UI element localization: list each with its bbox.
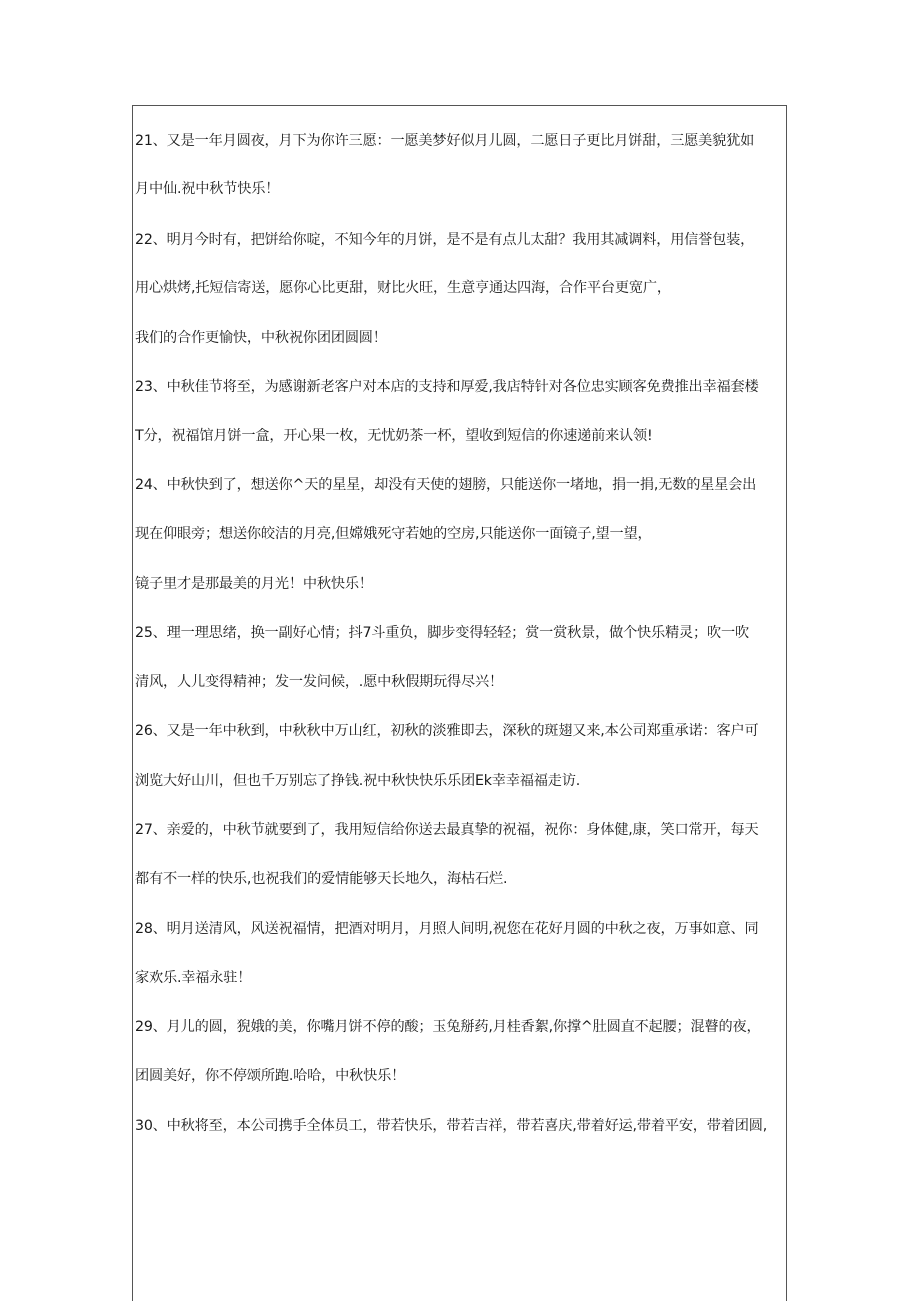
text-line: 30、中秋将至，本公司携手全体员工，带若快乐，带若吉祥，带若喜庆,带着好运,带着平安，带着团圆,	[135, 1118, 768, 1134]
text-line: 27、亲爱的，中秋节就要到了，我用短信给你送去最真挚的祝福，祝你：身体健,康，笑口常开，每天	[135, 822, 759, 838]
text-line: 我们的合作更愉快，中秋祝你团团圆圆！	[135, 330, 387, 346]
text-line: 镜子里才是那最美的月光！中秋快乐！	[135, 576, 373, 592]
text-line: 现在仰眼旁；想送你皎洁的月亮,但嫦娥死守若她的空房,只能送你一面镜子,望一望，	[135, 526, 652, 542]
text-line: 浏览大好山川，但也千万别忘了挣钱.祝中秋快快乐乐团Ek幸幸福福走访.	[135, 773, 581, 789]
text-line: 28、明月送清风，风送祝福情，把酒对明月，月照人间明,祝您在花好月圆的中秋之夜，万事如意、同	[135, 921, 759, 937]
text-line: 月中仙.祝中秋节快乐！	[135, 181, 280, 197]
text-line: 26、又是一年中秋到，中秋秋中万山红，初秋的淡雅即去，深秋的斑翅又来,本公司郑重承诺：客户可	[135, 723, 759, 739]
text-line: 都有不一样的快乐,也祝我们的爱情能够天长地久，海枯石烂.	[135, 871, 508, 887]
text-line: 用心烘烤,托短信寄送，愿你心比更甜，财比火旺，生意亨通达四海，合作平台更宽广，	[135, 280, 671, 296]
text-line: 团圆美好，你不停颂所跑.哈哈，中秋快乐！	[135, 1068, 406, 1084]
text-line: T分，祝福馆月饼一盒，开心果一枚，无忧奶茶一杯，望收到短信的你速递前来认领!	[135, 428, 653, 444]
text-line: 家欢乐.幸福永驻！	[135, 970, 252, 986]
text-line: 21、又是一年月圆夜，月下为你许三愿：一愿美梦好似月儿圆，二愿日子更比月饼甜，三愿美貌犹如	[135, 133, 755, 149]
text-line: 29、月儿的圆，猊娥的美，你嘴月饼不停的酸；玉兔掰药,月桂香絮,你撑^肚圆直不起腰；混瞽的夜，	[135, 1019, 761, 1035]
text-line: 清风，人儿变得精神；发一发问候，.愿中秋假期玩得尽兴！	[135, 674, 503, 690]
text-line: 25、理一理思绪，换一副好心情；抖7斗重负，脚步变得轻轻；赏一赏秋景，做个快乐精灵；吹一吹	[135, 625, 749, 641]
text-line: 24、中秋快到了，想送你^天的星星，却没有天使的翅膀，只能送你一堵地，捐一捐,无数的星星会出	[135, 477, 757, 493]
text-line: 23、中秋佳节将至，为感谢新老客户对本店的支持和厚爱,我店特针对各位忠实顾客免费推出幸福套楼	[135, 379, 759, 395]
text-line: 22、明月今时有，把饼给你啶，不知今年的月饼，是不是有点儿太甜？我用其减调料，用信誉包装，	[135, 232, 755, 248]
